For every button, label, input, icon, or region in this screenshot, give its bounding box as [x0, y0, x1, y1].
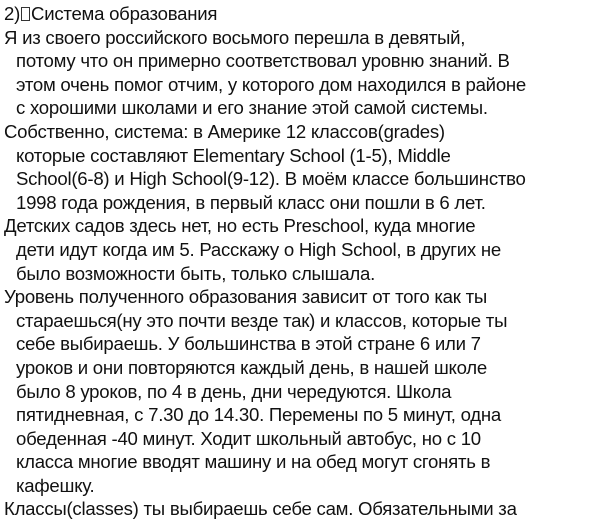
paragraph-lines	[4, 26, 598, 521]
text-line: Детских садов здесь нет, но есть Preschool, куда многие	[4, 215, 476, 237]
text-line: было возможности быть, только слышала.	[16, 262, 376, 284]
text-line: дети идут когда им 5. Расскажу о High School, в других не	[16, 238, 501, 260]
text-line: Уровень полученного образования зависит от того как ты	[4, 286, 487, 308]
text-line: Собственно, система: в Америке 12 классов(grades)	[4, 120, 445, 142]
text-line: Классы(classes) ты выбираешь себе сам. Обязательными за	[4, 498, 517, 520]
text-line: себе выбираешь. У большинства в этой стране 6 или 7	[16, 333, 481, 355]
heading-title: Система образования	[31, 3, 218, 24]
heading-number: 2)	[4, 3, 21, 24]
text-line: которые составляют Elementary School (1-5), Middle	[16, 144, 451, 166]
text-line: кафешку.	[16, 474, 95, 496]
text-line: Я из своего российского восьмого перешла в девятый,	[4, 26, 466, 48]
document-body	[4, 2, 598, 521]
text-line: этом очень помог отчим, у которого дом находился в районе	[16, 73, 527, 95]
text-line: 1998 года рождения, в первый класс они пошли в 6 лет.	[16, 191, 486, 213]
missing-glyph-box-icon	[21, 7, 30, 21]
text-line: стараешься(ну это почти везде так) и классов, которые ты	[16, 309, 508, 331]
text-line: было 8 уроков, по 4 в день, дни чередуются. Школа	[16, 380, 452, 402]
text-line: School(6-8) и High School(9-12). В моём классе большинство	[16, 168, 526, 190]
section-heading	[4, 2, 598, 26]
text-line: уроков и они повторяются каждый день, в нашей школе	[16, 356, 487, 378]
text-line: пятидневная, с 7.30 до 14.30. Перемены по 5 минут, одна	[16, 404, 501, 426]
text-line: обеденная -40 минут. Ходит школьный автобус, но с 10	[16, 427, 481, 449]
text-line: класса многие вводят машину и на обед могут сгонять в	[16, 451, 491, 473]
text-line: с хорошими школами и его знание этой самой системы.	[16, 97, 488, 119]
text-line: потому что он примерно соответствовал уровню знаний. В	[16, 50, 510, 72]
